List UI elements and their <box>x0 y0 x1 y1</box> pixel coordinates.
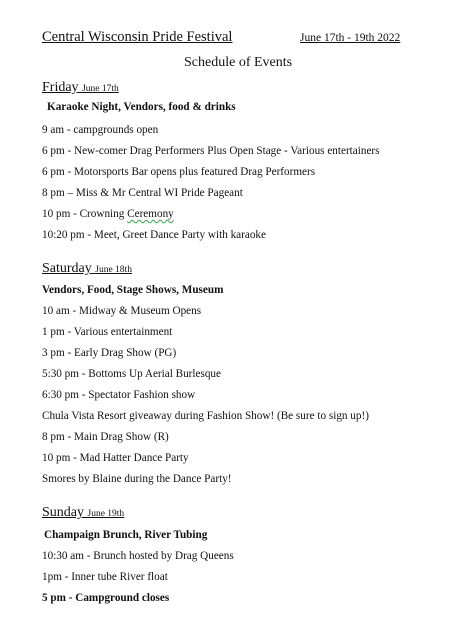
saturday-item: 8 pm - Main Drag Show (R) <box>42 431 169 443</box>
saturday-item: 3 pm - Early Drag Show (PG) <box>42 347 177 359</box>
saturday-item: 5:30 pm - Bottoms Up Aerial Burlesque <box>42 368 221 380</box>
sunday-item: 1pm - Inner tube River float <box>42 571 168 583</box>
festival-dates: June 17th - 19th 2022 <box>300 32 401 44</box>
friday-item: 6 pm - New-comer Drag Performers Plus Open Stage - Various entertainers <box>42 145 380 157</box>
schedule-heading: Schedule of Events <box>184 55 293 70</box>
saturday-highlight: Vendors, Food, Stage Shows, Museum <box>42 284 224 296</box>
saturday-item: 6:30 pm - Spectator Fashion show <box>42 389 196 401</box>
sunday-item: 10:30 am - Brunch hosted by Drag Queens <box>42 550 234 562</box>
friday-item <box>42 208 174 220</box>
friday-item: 6 pm - Motorsports Bar opens plus featured Drag Performers <box>42 166 316 178</box>
day-date: June 18th <box>95 265 132 275</box>
saturday-item: 10 pm - Mad Hatter Dance Party <box>42 452 189 464</box>
day-date: June 19th <box>87 509 125 519</box>
crowning-ceremony-word: Ceremony <box>127 208 174 220</box>
day-name: Sunday <box>42 505 84 520</box>
day-heading-sunday <box>42 505 124 521</box>
saturday-item: 1 pm - Various entertainment <box>42 326 173 338</box>
day-heading-friday <box>42 80 119 96</box>
saturday-item: 10 am - Midway & Museum Opens <box>42 305 202 317</box>
day-heading-saturday <box>42 261 132 277</box>
saturday-item: Chula Vista Resort giveaway during Fashion Show! (Be sure to sign up!) <box>42 410 369 422</box>
friday-item: 8 pm – Miss & Mr Central WI Pride Pageant <box>42 187 243 199</box>
festival-title: Central Wisconsin Pride Festival <box>42 29 233 45</box>
sunday-highlight: Champaign Brunch, River Tubing <box>44 529 208 541</box>
sunday-item-closing: 5 pm - Campground closes <box>42 592 170 604</box>
saturday-item: Smores by Blaine during the Dance Party! <box>42 473 232 485</box>
day-name: Friday <box>42 80 79 95</box>
day-name: Saturday <box>42 261 92 276</box>
friday-highlight: Karaoke Night, Vendors, food & drinks <box>47 101 236 113</box>
day-date: June 17th <box>82 84 119 94</box>
friday-item: 9 am - campgrounds open <box>42 124 159 136</box>
friday-item: 10:20 pm - Meet, Greet Dance Party with karaoke <box>42 229 266 241</box>
crowning-text: 10 pm - Crowning <box>42 208 128 220</box>
